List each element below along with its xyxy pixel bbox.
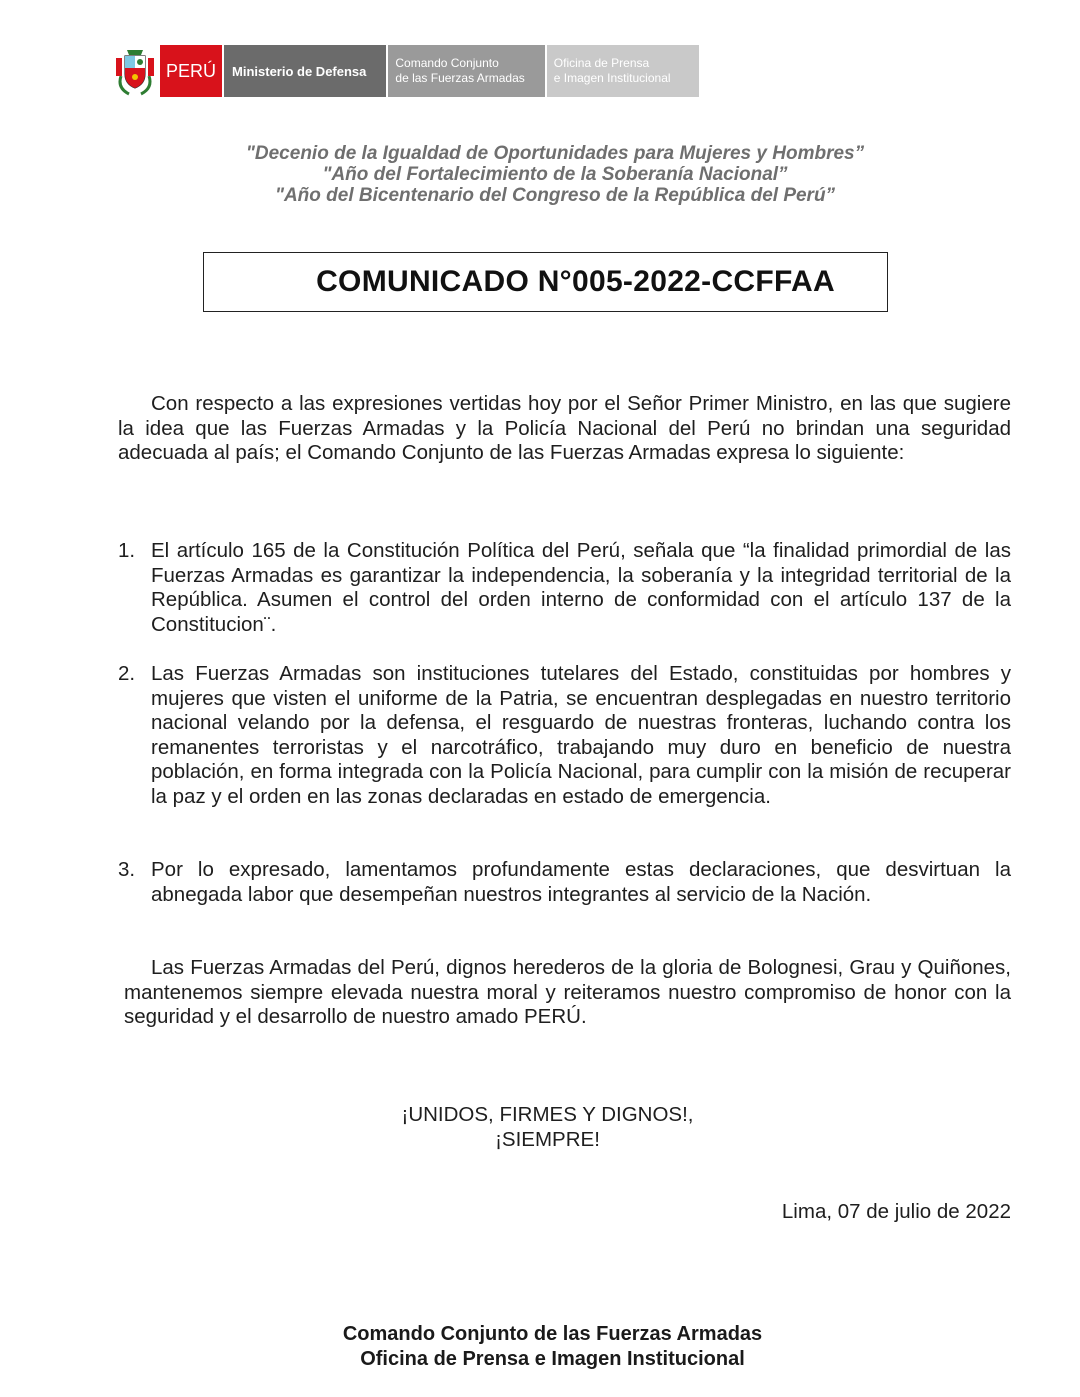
closing-paragraph: Las Fuerzas Armadas del Perú, dignos herederos de la gloria de Bolognesi, Grau y Quiñones, mantenemos siempre elevada nuestra moral y reiteramos nuestro compromiso de honor con la seguridad y el desarrollo de nuestro amado PERÚ. [124, 956, 1011, 1028]
year-mottos [0, 143, 1080, 206]
signature-line-2: Oficina de Prensa e Imagen Institucional [360, 1347, 745, 1370]
slogan-line-1: ¡UNIDOS, FIRMES Y DIGNOS!, [401, 1103, 694, 1126]
list-number: 1. [118, 539, 136, 562]
list-number: 3. [118, 858, 136, 881]
title-box [203, 252, 888, 312]
list-number: 2. [118, 662, 136, 685]
oficina-line-2: e Imagen Institucional [553, 71, 671, 85]
list-item [118, 858, 1011, 907]
list-text: Por lo expresado, lamentamos profundamente estas declaraciones, que desvirtuan la abnegada labor que desempeñan nuestros integrantes al servicio de la Nación. [151, 858, 1011, 906]
motto-line: "Año del Bicentenario del Congreso de la República del Perú” [274, 185, 836, 206]
oficina-label [547, 45, 699, 97]
comando-label [388, 45, 546, 97]
slogan [0, 1103, 1080, 1152]
motto-line: "Decenio de la Igualdad de Oportunidades para Mujeres y Hombres” [245, 143, 865, 164]
signature-line-1: Comando Conjunto de las Fuerzas Armadas [342, 1323, 763, 1345]
comando-line-2: de las Fuerzas Armadas [395, 71, 525, 85]
date-line: Lima, 07 de julio de 2022 [781, 1200, 1011, 1223]
comando-line-1: Comando Conjunto [395, 56, 499, 70]
list-item [118, 539, 1011, 637]
list-text: El artículo 165 de la Constitución Política del Perú, señala que “la finalidad primordial de las Fuerzas Armadas es garantizar la independencia, la soberanía y la integridad territorial de la República. Asumen el control del orden interno de conformidad con el artículo 137 de la Constitucion¨. [151, 539, 1011, 636]
oficina-line-1: Oficina de Prensa [553, 56, 650, 70]
list-item [118, 662, 1011, 809]
motto-line: "Año del Fortalecimiento de la Soberanía Nacional” [322, 164, 788, 185]
document-title: COMUNICADO N°005-2022-CCFFAA [316, 265, 835, 298]
ministry-label: Ministerio de Defensa [224, 45, 388, 97]
slogan-line-2: ¡SIEMPRE! [495, 1127, 600, 1151]
signature-block [0, 1322, 1080, 1371]
intro-paragraph: Con respecto a las expresiones vertidas hoy por el Señor Primer Ministro, en las que sugiere la idea que las Fuerzas Armadas y la Policía Nacional del Perú no brindan una seguridad adecuada al país; el Comando Conjunto de las Fuerzas Armadas expresa lo siguiente: [118, 392, 1011, 464]
peru-label: PERÚ [160, 45, 224, 97]
coat-of-arms-icon [114, 45, 156, 97]
institutional-header [114, 45, 699, 97]
list-text: Las Fuerzas Armadas son instituciones tutelares del Estado, constituidas por hombres y mujeres que visten el uniforme de la Patria, se encuentran desplegadas en nuestro territorio nacional velando por la defensa, el resguardo de nuestras fronteras, luchando contra los remanentes terroristas y el narcotráfico, trabajando muy duro en beneficio de nuestra población, en forma integrada con la Policía Nacional, para cumplir con la misión de recuperar la paz y el orden en las zonas declaradas en estado de emergencia. [151, 662, 1011, 808]
